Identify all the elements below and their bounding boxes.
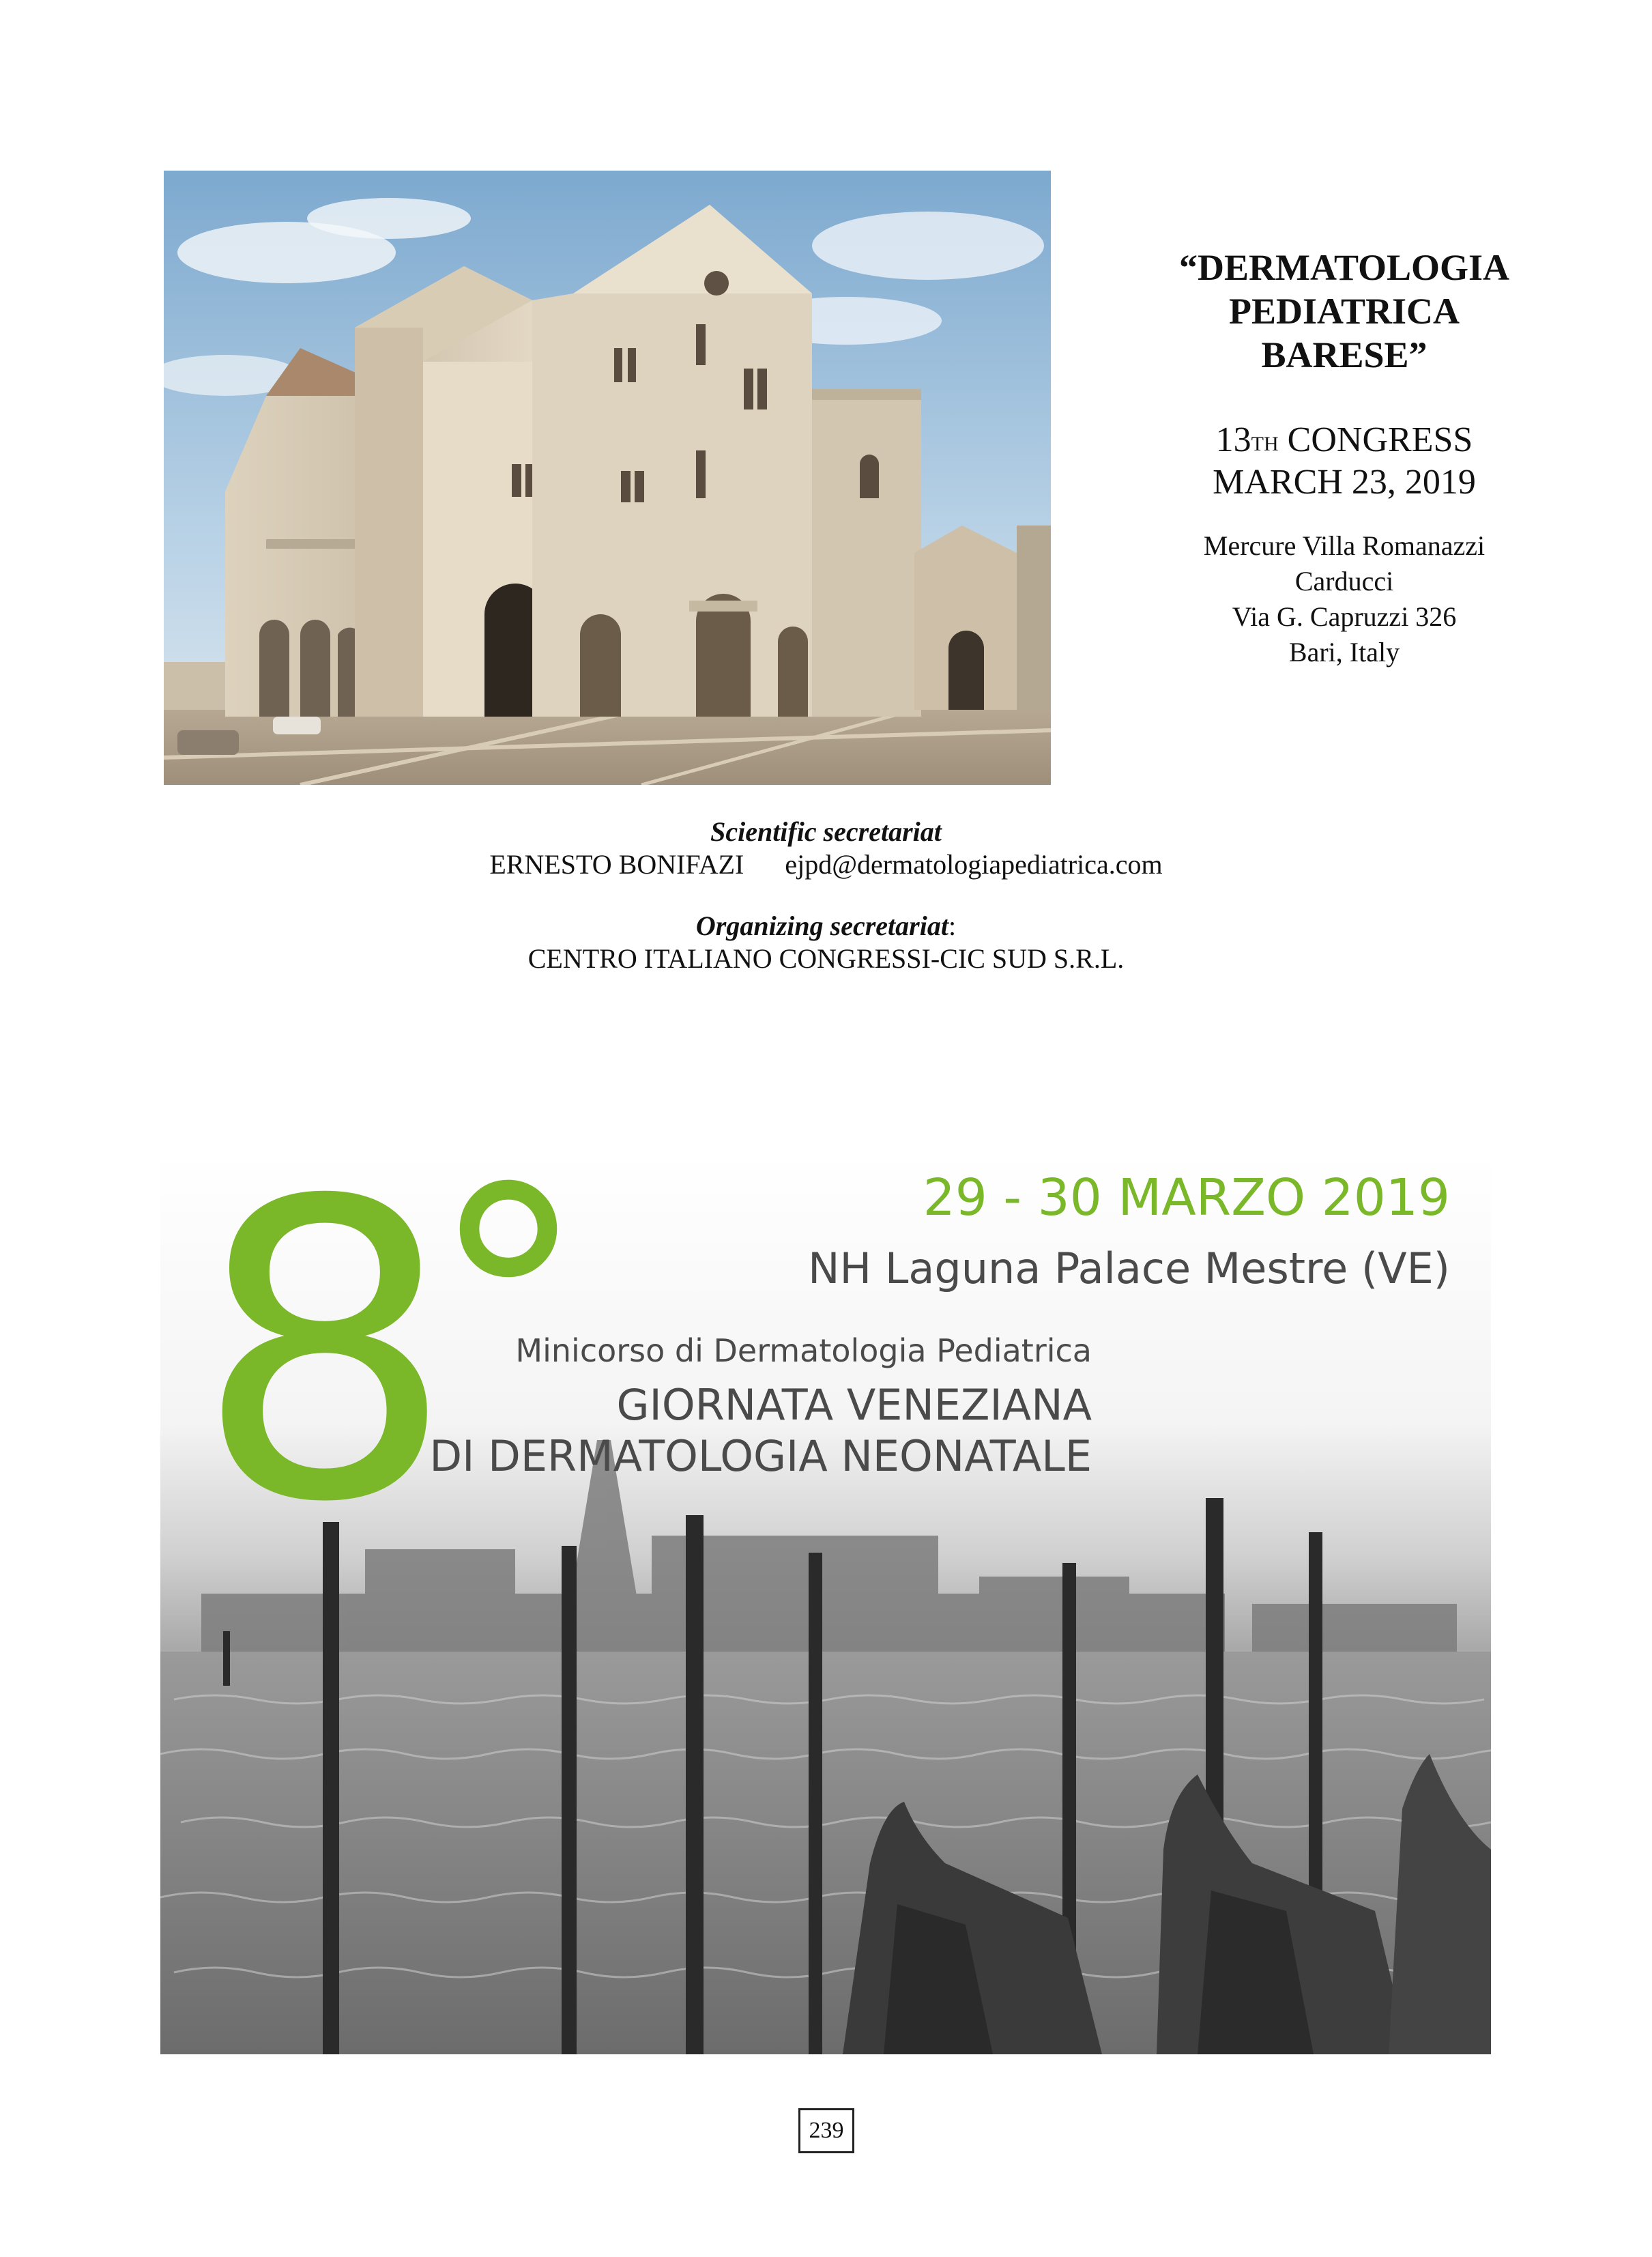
poster-title-line-2: DI DERMATOLOGIA NEONATALE — [429, 1431, 1092, 1481]
venue-line: Bari, Italy — [1288, 637, 1400, 667]
venue-line: Mercure Villa Romanazzi — [1203, 530, 1486, 561]
poster-title-line-1: GIORNATA VENEZIANA — [616, 1380, 1092, 1430]
basilica-illustration — [164, 171, 1051, 785]
secretariat-section — [0, 816, 1652, 975]
venue-line: Via G. Capruzzi 326 — [1232, 601, 1457, 632]
basilica-photo — [164, 171, 1051, 785]
congress-title-line: PEDIATRICA — [1228, 291, 1460, 332]
scientific-secretariat-email[interactable]: ejpd@dermatologiapediatrica.com — [785, 849, 1163, 880]
congress-title-line: BARESE” — [1261, 334, 1428, 375]
poster-location: NH Laguna Palace Mestre (VE) — [808, 1243, 1450, 1293]
congress-title-line: “DERMATOLOGIA — [1178, 247, 1510, 288]
poster-dates: 29 - 30 MARZO 2019 — [923, 1168, 1450, 1227]
page-number: 239 — [798, 2108, 854, 2153]
venue-line: Carducci — [1294, 566, 1394, 596]
poster-subtitle: Minicorso di Dermatologia Pediatrica — [515, 1332, 1092, 1369]
scientific-secretariat-name: ERNESTO BONIFAZI — [489, 849, 744, 880]
organizing-secretariat-heading: Organizing secretariat: — [695, 910, 957, 941]
congress-date: MARCH 23, 2019 — [1213, 463, 1476, 502]
scientific-secretariat-contact — [0, 848, 1652, 881]
congress-number: 13TH CONGRESS — [1215, 420, 1473, 459]
edition-number: 8 — [194, 1153, 455, 1592]
edition-degree-symbol: ° — [430, 1153, 587, 1487]
organizing-secretariat-label: Organizing secretariat — [695, 910, 948, 941]
poster-typography — [160, 1153, 1491, 2054]
scientific-secretariat-label: Scientific secretariat — [710, 816, 942, 847]
organizing-secretariat-name: CENTRO ITALIANO CONGRESSI-CIC SUD S.R.L. — [527, 943, 1125, 974]
venice-poster — [160, 1153, 1491, 2054]
congress-info — [1064, 246, 1624, 670]
